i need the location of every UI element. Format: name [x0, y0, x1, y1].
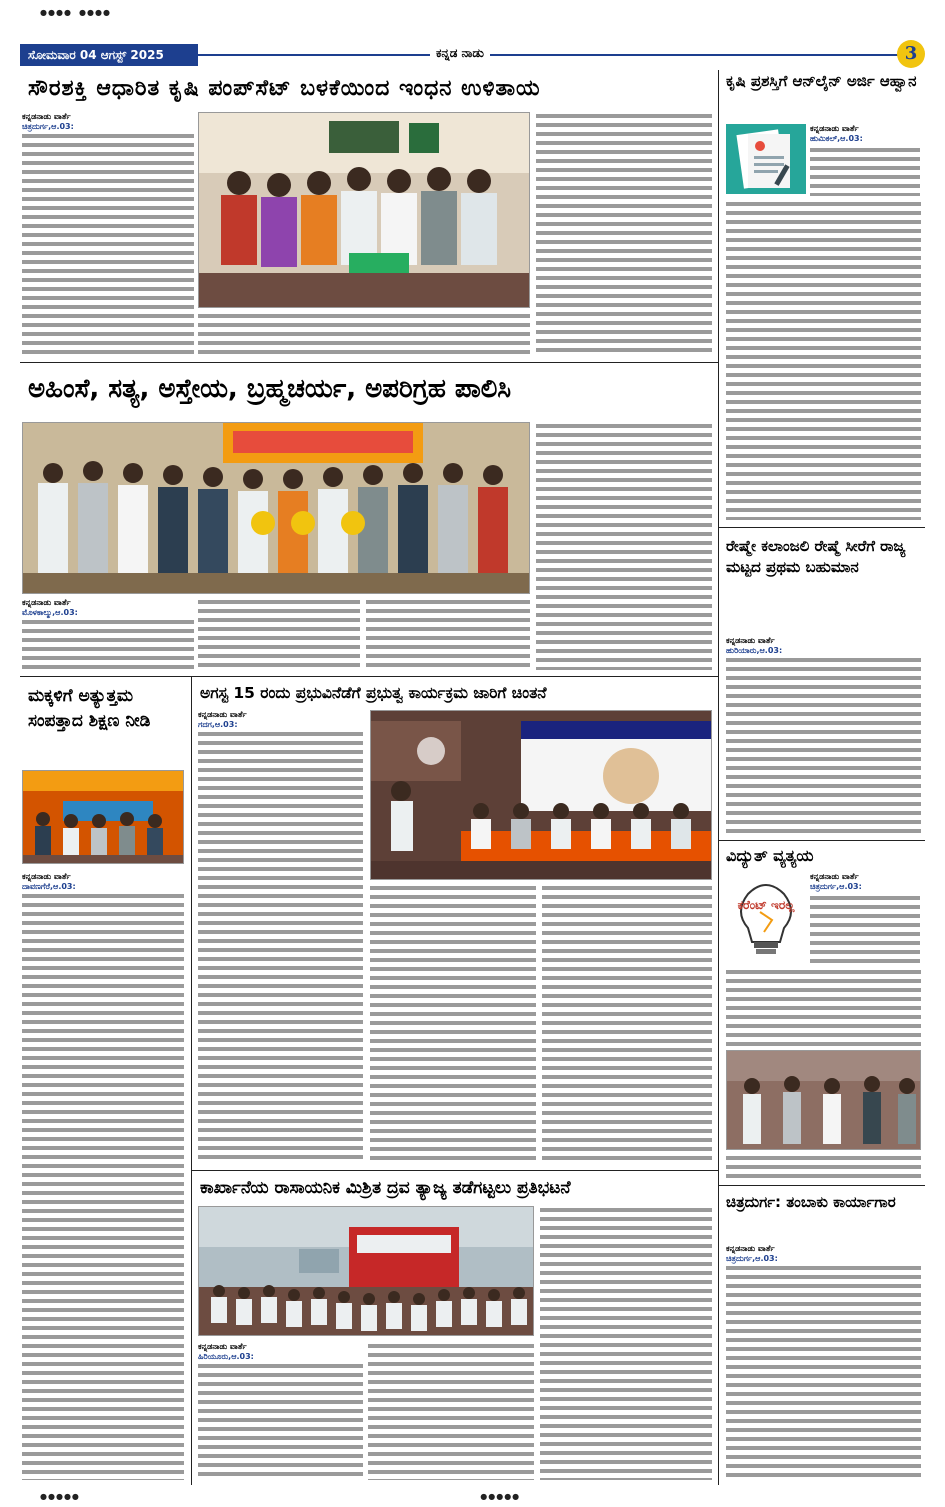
- headline-solar: ಸೌರಶಕ್ತಿ ಆಧಾರಿತ ಕೃಷಿ ಪಂಪ್‌ಸೆಟ್ ಬಳಕೆಯಿಂದ ಇಂಧನ ಉಳಿತಾಯ: [28, 76, 541, 101]
- story-text: [536, 112, 712, 356]
- byline-source: ಕನ್ನಡನಾಡು ವಾರ್ತೆ: [22, 872, 71, 881]
- byline-solar: [22, 112, 194, 132]
- byline-source: ಕನ್ನಡನಾಡು ವಾರ್ತೆ: [810, 124, 859, 133]
- byline-place: ಗದಗ,ಆ.03:: [198, 720, 238, 729]
- story-text: [540, 1206, 712, 1480]
- story-text: [726, 968, 921, 1046]
- story-text: [198, 598, 360, 670]
- byline-place: ಚಿತ್ರದುರ್ಗ,ಆ.03:: [810, 882, 862, 891]
- page-header-bar: [20, 44, 925, 66]
- byline-august15: [198, 710, 363, 730]
- story-text: [536, 422, 712, 670]
- byline-place: ಚಿತ್ರದುರ್ಗ,ಆ.03:: [726, 1254, 778, 1263]
- story-text: [366, 598, 530, 670]
- byline-place: ಹುಮಿಕಲ್,ಆ.03:: [810, 134, 863, 143]
- story-text: [370, 884, 536, 1164]
- story-text: [810, 146, 920, 196]
- section-rule-2: [20, 676, 718, 677]
- story-photo: [370, 710, 712, 880]
- byline-source: ಕನ್ನಡನಾಡು ವಾರ್ತೆ: [726, 636, 775, 645]
- byline-place: ಚಿತ್ರದುರ್ಗ,ಆ.03:: [22, 122, 74, 131]
- byline-source: ಕನ್ನಡನಾಡು ವಾರ್ತೆ: [810, 872, 859, 881]
- section-rule-1: [20, 362, 718, 363]
- story-text: [22, 132, 194, 356]
- headline-online-app: ಕೃಷಿ ಪ್ರಶಸ್ತಿಗೆ ಆನ್‌ಲೈನ್ ಅರ್ಜಿ ಆಹ್ವಾನ: [726, 72, 917, 90]
- story-text: [198, 730, 363, 1164]
- story-photo: [22, 422, 530, 594]
- byline-ahimsa: [22, 598, 194, 618]
- headline-power: ವಿದ್ಯುತ್ ವ್ಯತ್ಯಯ: [726, 846, 814, 865]
- section-rule-3: [191, 1170, 718, 1171]
- story-text: [810, 894, 920, 964]
- registration-marks-bottom: ●●●●● ●●●●●: [40, 1492, 521, 1501]
- story-text: [726, 1264, 921, 1480]
- issue-date: ಸೋಮವಾರ 04 ಆಗಸ್ಟ್ 2025: [20, 44, 198, 66]
- registration-marks-top: ●●●● ●●●●: [40, 8, 111, 17]
- byline-place: ಮೊಳಕಾಲ್ಮು,ಆ.03:: [22, 608, 78, 617]
- byline-place: ಹಿರಿಯೂರು,ಆ.03:: [198, 1352, 254, 1361]
- column-rule-left: [191, 676, 192, 1485]
- story-text: [542, 884, 712, 1164]
- story-photo: [726, 1050, 921, 1150]
- headline-tobacco: ಚಿತ್ರದುರ್ಗ: ತಂಬಾಕು ಕಾರ್ಯಾಗಾರ: [726, 1193, 896, 1211]
- story-photo: [22, 770, 184, 864]
- byline-source: ಕನ್ನಡನಾಡು ವಾರ್ತೆ: [726, 1244, 775, 1253]
- application-form-illustration: [726, 124, 806, 194]
- story-text: [726, 200, 921, 520]
- story-text: [22, 618, 194, 670]
- byline-education: [22, 872, 184, 892]
- byline-source: ಕನ್ನಡನಾಡು ವಾರ್ತೆ: [198, 710, 247, 719]
- masthead: ಕನ್ನಡ ನಾಡು: [430, 46, 490, 61]
- byline-source: ಕನ್ನಡನಾಡು ವಾರ್ತೆ: [198, 1342, 247, 1351]
- story-photo: [198, 112, 530, 308]
- section-rule-right-1: [718, 527, 925, 528]
- story-text: [368, 1342, 534, 1480]
- headline-silk: ರೇಷ್ಮೇ ಕಲಾಂಜಲಿ ರೇಷ್ಮೆ ಸೀರೆಗೆ ರಾಜ್ಯ ಮಟ್ಟದ ಪ್ರಥಮ ಬಹುಮಾನ: [726, 537, 906, 576]
- story-text: [22, 892, 184, 1480]
- byline-online-app: [810, 124, 920, 144]
- section-rule-right-3: [718, 1185, 925, 1186]
- byline-power: [810, 872, 920, 892]
- byline-source: ಕನ್ನಡನಾಡು ವಾರ್ತೆ: [22, 598, 71, 607]
- power-graphic-text: ಕರೆಂಟ್ ಇರಲ್ಲ: [737, 898, 795, 912]
- story-text: [198, 1362, 363, 1480]
- page-number-badge: 3: [897, 40, 925, 68]
- photo-caption-text: [198, 312, 530, 356]
- headline-ahimsa: ಅಹಿಂಸೆ, ಸತ್ಯ, ಅಸ್ತೇಯ, ಬ್ರಹ್ಮಚರ್ಯ, ಅಪರಿಗ್ರಹ ಪಾಲಿಸಿ: [28, 374, 512, 404]
- headline-education: ಮಕ್ಕಳಿಗೆ ಅತ್ಯುತ್ತಮ ಸಂಪತ್ತಾದ ಶಿಕ್ಷಣ ನೀಡಿ: [28, 686, 151, 731]
- byline-tobacco: [726, 1244, 921, 1264]
- power-cut-illustration: [726, 872, 806, 962]
- column-rule-right: [718, 70, 719, 1485]
- byline-source: ಕನ್ನಡನಾಡು ವಾರ್ತೆ: [22, 112, 71, 121]
- byline-factory: [198, 1342, 363, 1362]
- byline-place: ದಾವಣಗೆರೆ,ಆ.03:: [22, 882, 76, 891]
- byline-place: ಹುರಿಯಾರು,ಆ.03:: [726, 646, 783, 655]
- photo-caption-text: [726, 1154, 921, 1180]
- headline-factory: ಕಾರ್ಖಾನೆಯ ರಾಸಾಯನಿಕ ಮಿಶ್ರಿತ ದ್ರವ ತ್ಯಾಜ್ಯ ತಡೆಗಟ್ಟಲು ಪ್ರತಿಭಟನೆ: [200, 1178, 571, 1198]
- headline-august15: ಅಗಸ್ಟ 15 ರಂದು ಪ್ರಭುವಿನೆಡೆಗೆ ಪ್ರಭುತ್ವ ಕಾರ್ಯಕ್ರಮ ಜಾರಿಗೆ ಚಿಂತನೆ: [200, 684, 547, 702]
- header-rule: [198, 54, 908, 56]
- byline-silk: [726, 636, 921, 656]
- section-rule-right-2: [718, 840, 925, 841]
- story-text: [726, 656, 921, 834]
- story-photo: [198, 1206, 534, 1336]
